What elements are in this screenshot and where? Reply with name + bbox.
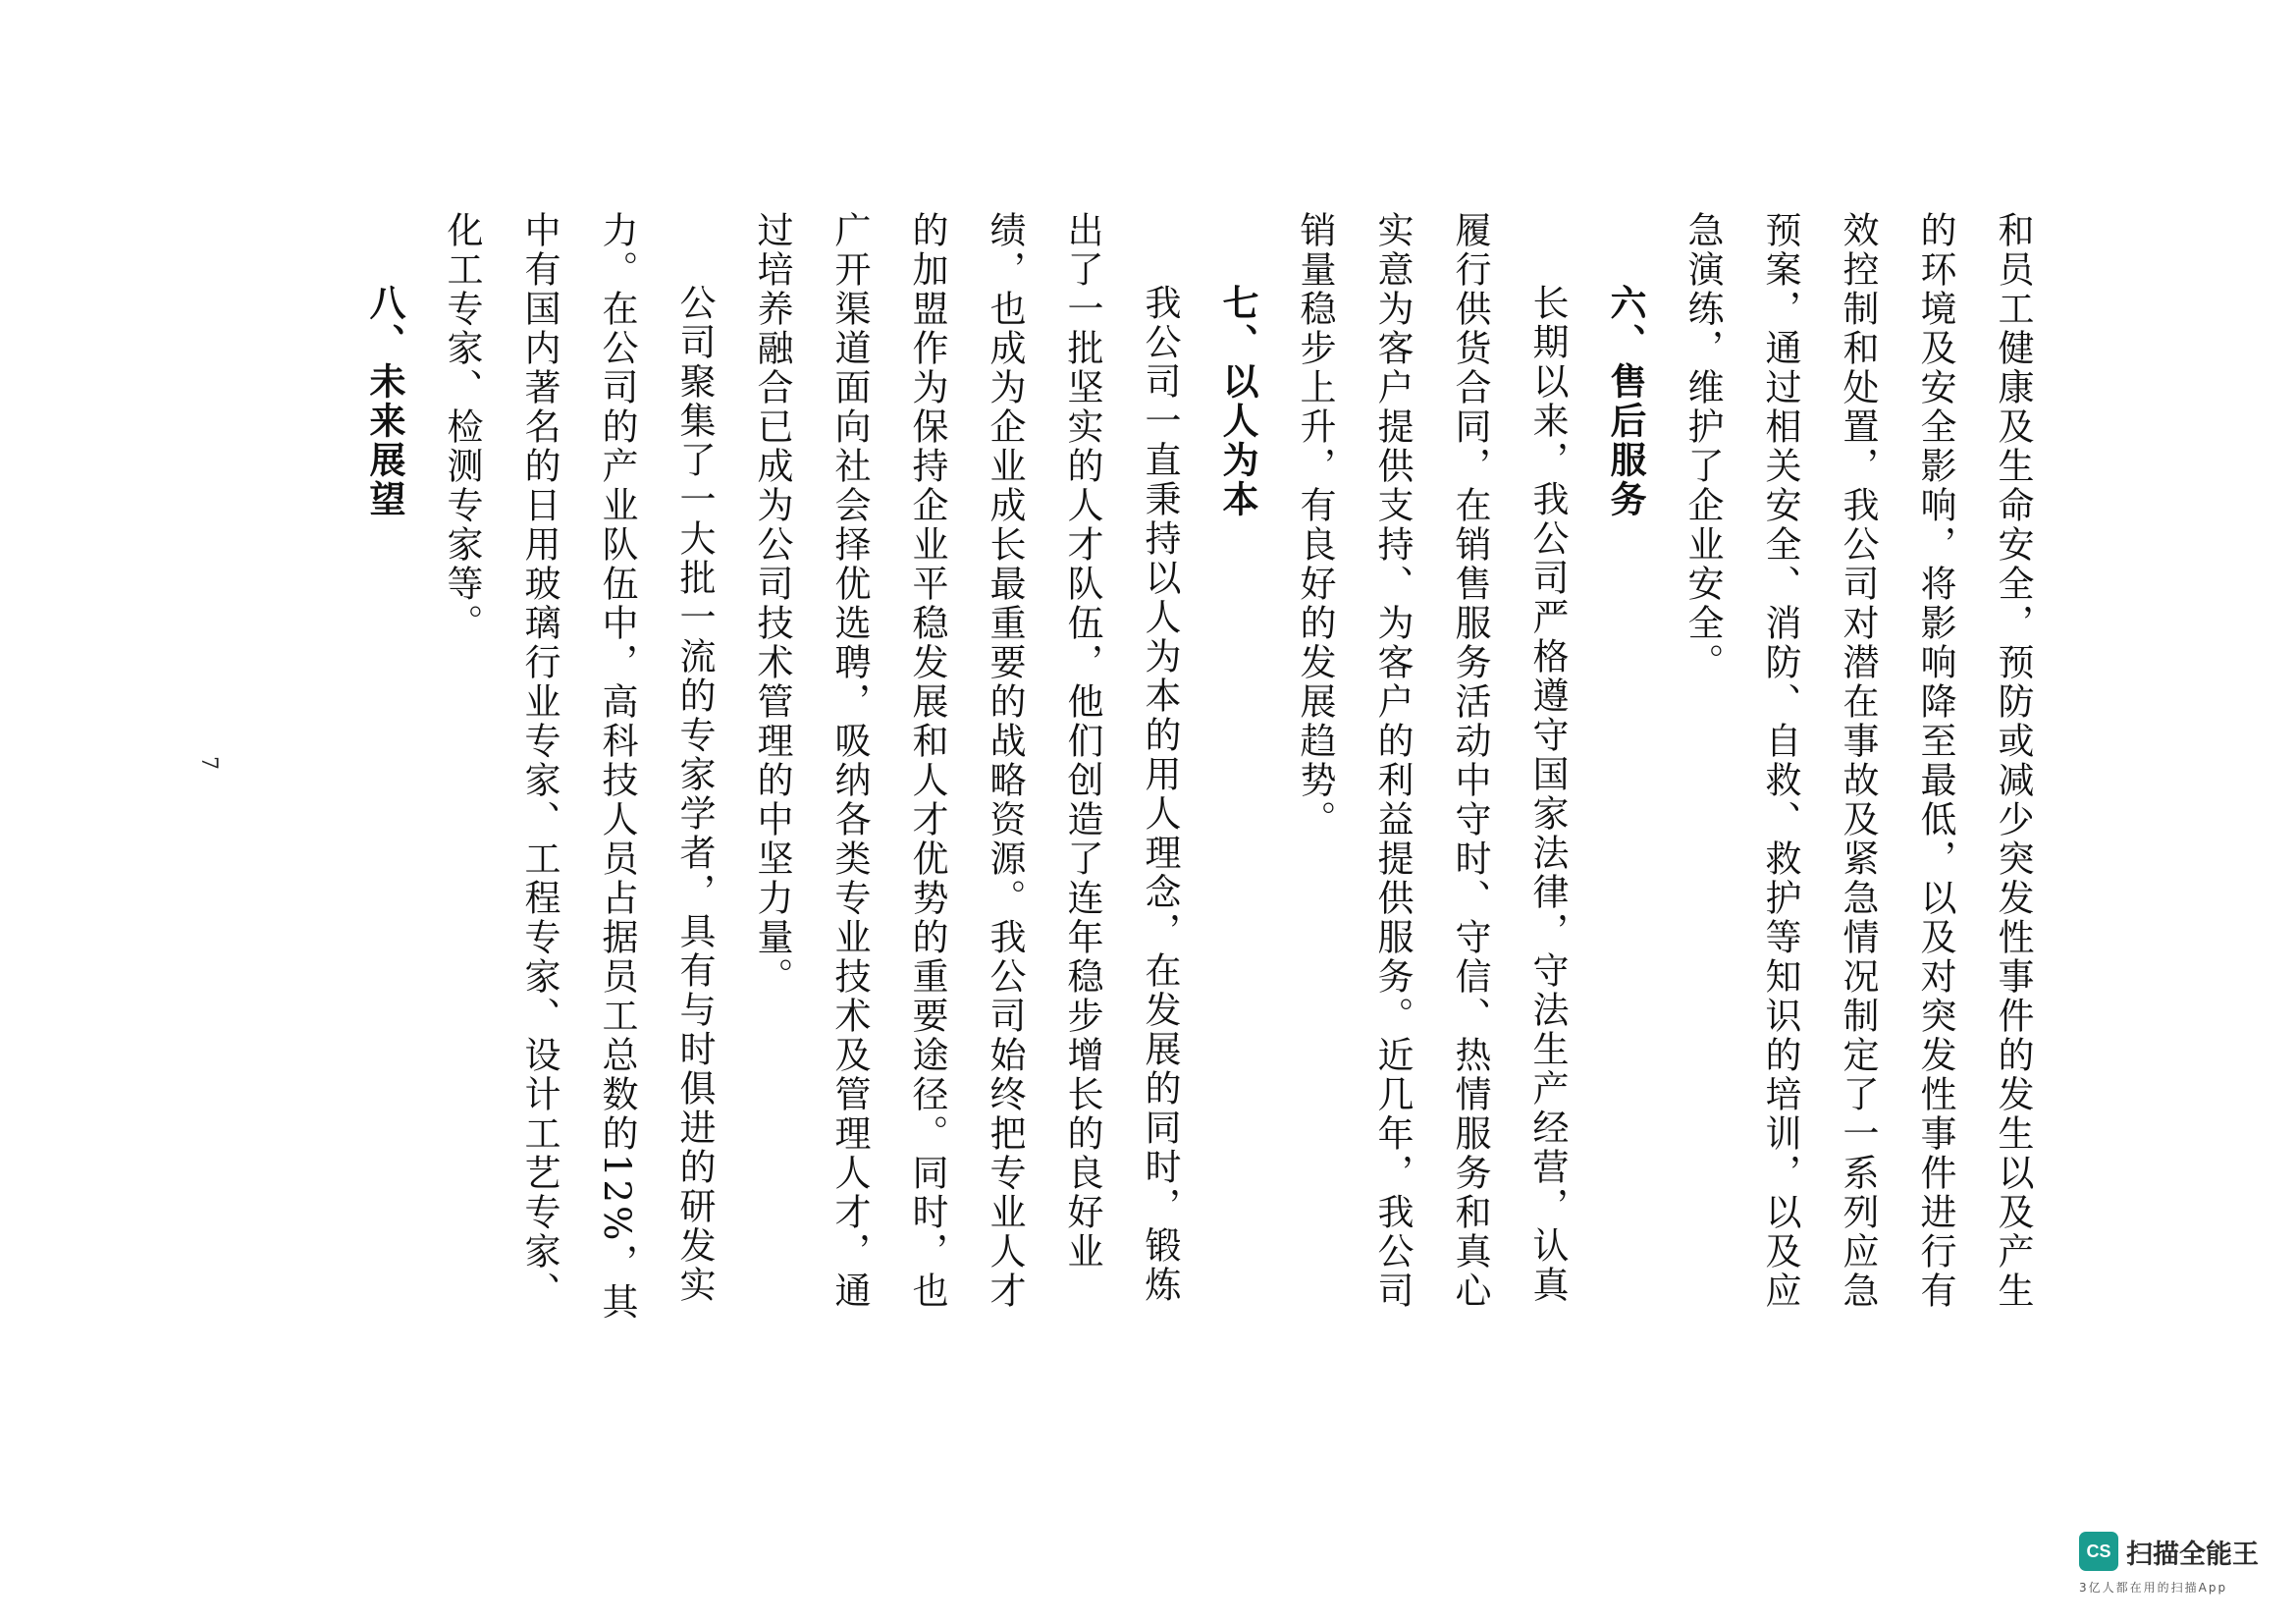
watermark-tagline: 3亿人都在用的扫描App (2079, 1581, 2228, 1595)
paragraph-people-oriented: 我公司一直秉持以人为本的用人理念，在发展的同时，锻炼出了一批坚实的人才队伍，他们创造了连年稳步增长的良好业绩，也成为企业成长最重要的战略资源。我公司始终把专业人才的加盟作为保持企业平稳发展和人才优势的重要途径。同时，也广开渠道面向社会择优选聘，吸纳各类专业技术及管理人才，通过培养融合已成为公司技术管理的中坚力量。 (751, 211, 1181, 1311)
heading-future-outlook: 八、未来展望 (363, 284, 406, 519)
camscanner-logo-icon: CS (2079, 1532, 2118, 1571)
paragraph-experts: 公司聚集了一大批一流的专家学者，具有与时俱进的研发实力。在公司的产业队伍中，高科技人员占据员工总数的12%，其中有国内著名的日用玻璃行业专家、工程专家、设计工艺专家、化工专家、检测专家等。 (441, 211, 716, 1323)
heading-after-sales: 六、售后服务 (1604, 284, 1647, 519)
heading-people-oriented: 七、以人为本 (1216, 284, 1259, 519)
scanner-watermark (2079, 1532, 2285, 1612)
paragraph-safety-continued: 和员工健康及生命安全，预防或减少突发性事件的发生以及产生的环境及安全影响，将影响降至最低，以及对突发性事件进行有效控制和处置，我公司对潜在事故及紧急情况制定了一系列应急预案，通过相关安全、消防、自救、救护等知识的培训，以及应急演练，维护了企业安全。 (1682, 211, 2034, 1311)
page-number: 7 (196, 756, 221, 770)
watermark-header (2079, 1532, 2285, 1571)
paragraph-after-sales: 长期以来，我公司严格遵守国家法律，守法生产经营，认真履行供货合同，在销售服务活动中守时、守信、热情服务和真心实意为客户提供支持、为客户的利益提供服务。近几年，我公司销量稳步上升，有良好的发展趋势。 (1294, 211, 1569, 1311)
document-body (329, 211, 2052, 1330)
watermark-brand: 扫描全能王 (2126, 1539, 2259, 1570)
